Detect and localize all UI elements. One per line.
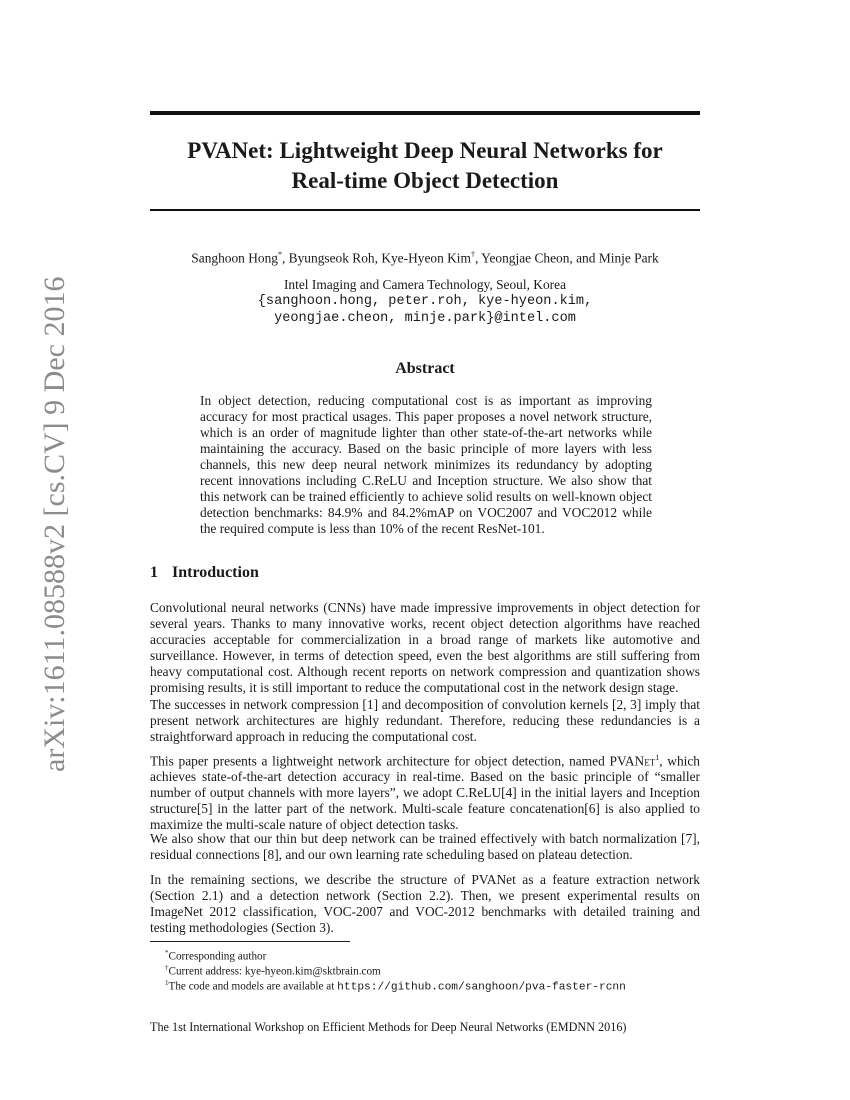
intro-paragraph-1: Convolutional neural networks (CNNs) have made impressive improvements in object detection for several years. Thanks to many innovative works, recent object detection algorithms have reached accuracies acceptable for commercialization in a broad range of markets like automotive and surveillance. However, in terms of detection speed, even the best algorithms are still suffering from heavy computational cost. Although recent reports on network compression and quantization shows promising results, it is still important to reduce the computational cost in the network design stage.	[150, 600, 700, 695]
section-heading	[150, 564, 259, 582]
title-top-rule	[150, 111, 700, 115]
abstract-text: In object detection, reducing computational cost is as important as improving accuracy for most practical usages. This paper proposes a novel network structure, which is an order of magnitude lighter than other state-of-the-art networks while maintaining the accuracy. Based on the basic principle of more layers with less channels, this new deep neural network minimizes its redundancy by adopting recent innovations including C.ReLU and Inception structure. We also show that this network can be trained efficiently to achieve solid results on well-known object detection benchmarks: 84.9% and 84.2%mAP on VOC2007 and VOC2012 while the required compute is less than 10% of the recent ResNet-101.	[200, 393, 652, 536]
footnote-3	[165, 976, 626, 995]
author-name: Byungseok Roh	[288, 250, 375, 266]
email-line-1: {sanghoon.hong, peter.roh, kye-hyeon.kim,	[257, 294, 593, 309]
code-link[interactable]: https://github.com/sanghoon/pva-faster-rcnn	[337, 981, 626, 994]
footnote-ref: 1	[655, 753, 660, 762]
footnote-rule	[150, 941, 350, 942]
venue-footer: The 1st International Workshop on Efficient Methods for Deep Neural Networks (EMDNN 2016)	[150, 1020, 627, 1034]
intro-paragraph-2: The successes in network compression [1] and decomposition of convolution kernels [2, 3] imply that present network architectures are highly redundant. Therefore, reducing these redundancies is a straightforward approach in reducing the computational cost.	[150, 697, 700, 744]
abstract-heading: Abstract	[395, 360, 455, 377]
footnote-mark: *	[165, 949, 169, 957]
intro-paragraph-4: We also show that our thin but deep network can be trained effectively with batch normalization [7], residual connections [8], and our own learning rate scheduling based on plateau detection.	[150, 831, 700, 862]
footnote-mark: †	[165, 964, 169, 972]
section-title: Introduction	[172, 564, 259, 581]
author-name: Kye-Hyeon Kim	[381, 250, 471, 266]
author-mark: *	[277, 250, 282, 259]
footnote-mark: 1	[165, 979, 169, 987]
title-line-2: Real-time Object Detection	[291, 168, 559, 193]
affiliation-block	[150, 276, 700, 327]
author-mark: †	[470, 250, 475, 259]
title-line-1: PVANet: Lightweight Deep Neural Networks for	[187, 138, 663, 163]
paper-title	[150, 136, 700, 196]
author-list: Sanghoon Hong*, Byungseok Roh, Kye-Hyeon Kim†, Yeongjae Cheon, and Minje Park	[191, 250, 659, 266]
paragraph-text: This paper presents a lightweight network architecture for object detection, named	[150, 753, 610, 769]
intro-paragraph-5: In the remaining sections, we describe the structure of PVANet as a feature extraction network (Section 2.1) and a detection network (Section 2.2). Then, we present experimental results on ImageNet 2012 classification, VOC-2007 and VOC-2012 benchmarks with detailed training and testing methodologies (Section 3).	[150, 872, 700, 935]
author-name: Yeongjae Cheon	[481, 250, 570, 266]
intro-paragraph-3	[150, 750, 700, 833]
footnote-text: The code and models are available at	[168, 980, 338, 993]
author-name: Minje Park	[598, 250, 659, 266]
title-bottom-rule	[150, 209, 700, 211]
network-name: PVANet	[609, 753, 656, 769]
footnote-text: Corresponding author	[168, 950, 267, 963]
email-line-2: yeongjae.cheon, minje.park}@intel.com	[274, 311, 576, 326]
section-number: 1	[150, 564, 158, 581]
footnote-text: Current address: kye-hyeon.kim@sktbrain.com	[168, 965, 381, 978]
paragraph-text: , which achieves state-of-the-art detection accuracy in real-time. Based on the basic principle of “smaller number of output channels with more layers”, we adopt C.ReLU[4] in the initial layers and Inception structure[5] in the latter part of the network. Multi-scale feature concatenation[6] is also applied to maximize the multi-scale nature of object detection tasks.	[150, 753, 700, 833]
affiliation: Intel Imaging and Camera Technology, Seoul, Korea	[283, 277, 567, 292]
arxiv-stamp: arXiv:1611.08588v2 [cs.CV] 9 Dec 2016	[38, 276, 71, 772]
author-name: Sanghoon Hong	[191, 250, 278, 266]
